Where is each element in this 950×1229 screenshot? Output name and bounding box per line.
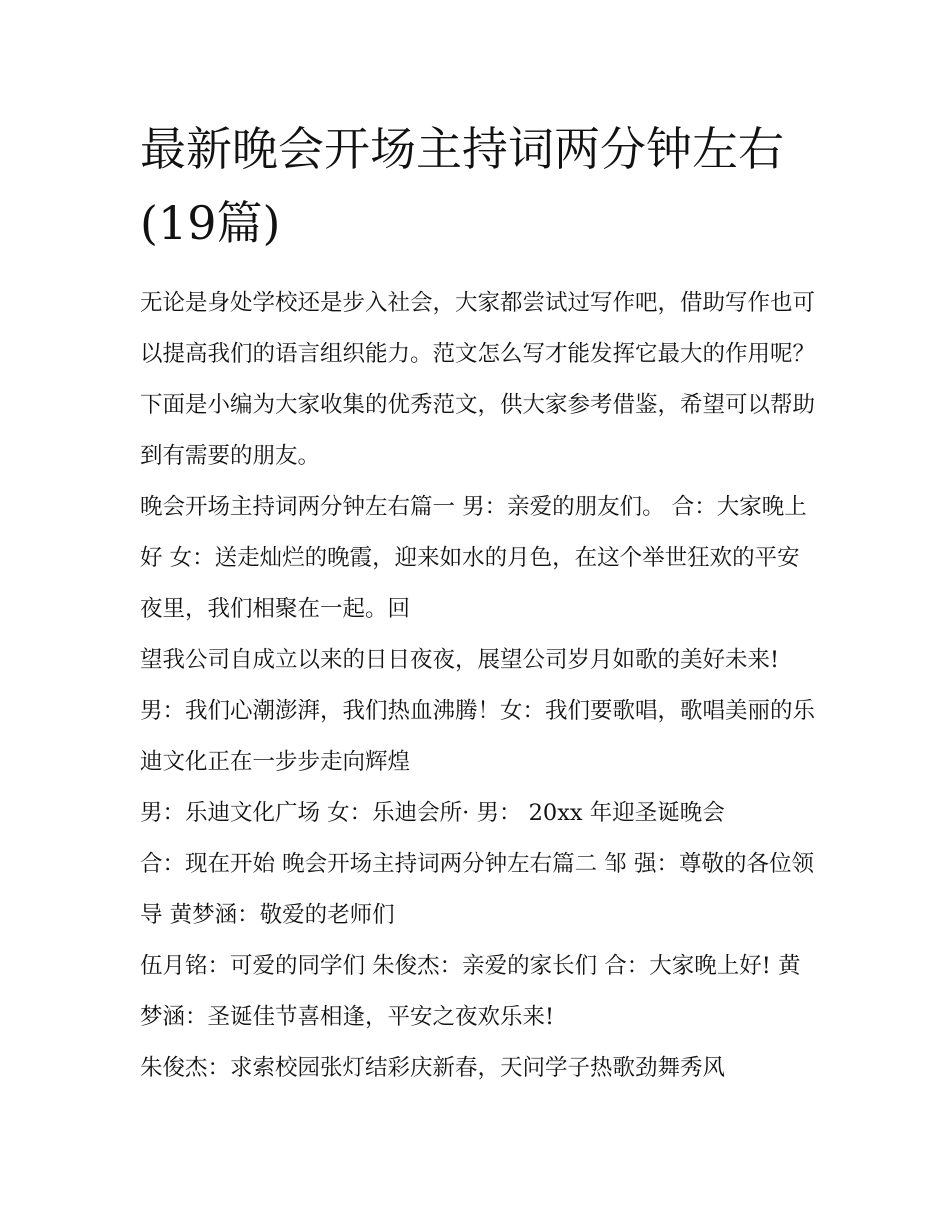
paragraph-3: 男：乐迪文化广场 女：乐迪会所· 男： 20xx 年迎圣诞晚会 <box>140 800 725 826</box>
paragraph-4: 合：现在开始 晚会开场主持词两分钟左右篇二 邹 强：尊敬的各位领导 黄梦涵：敬爱的老师们 <box>140 851 814 928</box>
paragraph-6: 朱俊杰：求索校园张灯结彩庆新春，天问学子热歌劲舞秀风 <box>140 1055 726 1081</box>
paragraph-2: 望我公司自成立以来的日日夜夜，展望公司岁月如歌的美好未来! 男：我们心潮澎湃，我们热血沸腾！女：我们要歌唱，歌唱美丽的乐迪文化正在一步步走向辉煌 <box>140 647 816 775</box>
paragraph-5: 伍月铭：可爱的同学们 朱俊杰：亲爱的家长们 合：大家晚上好! 黄梦涵：圣诞佳节喜相逢，平安之夜欢乐来! <box>140 953 801 1030</box>
document-title: 最新晚会开场主持词两分钟左右(19篇) <box>140 122 784 250</box>
paragraph-intro: 无论是身处学校还是步入社会，大家都尝试过写作吧，借助写作也可以提高我们的语言组织能力。范文怎么写才能发挥它最大的作用呢？下面是小编为大家收集的优秀范文，供大家参考借鉴，希望可以帮助到有需要的朋友。 <box>140 290 816 469</box>
paragraph-1: 晚会开场主持词两分钟左右篇一 男：亲爱的朋友们。 合：大家晚上好 女：送走灿烂的晚霞，迎来如水的月色，在这个举世狂欢的平安夜里，我们相聚在一起。回 <box>140 494 807 622</box>
document-body <box>140 278 815 1094</box>
